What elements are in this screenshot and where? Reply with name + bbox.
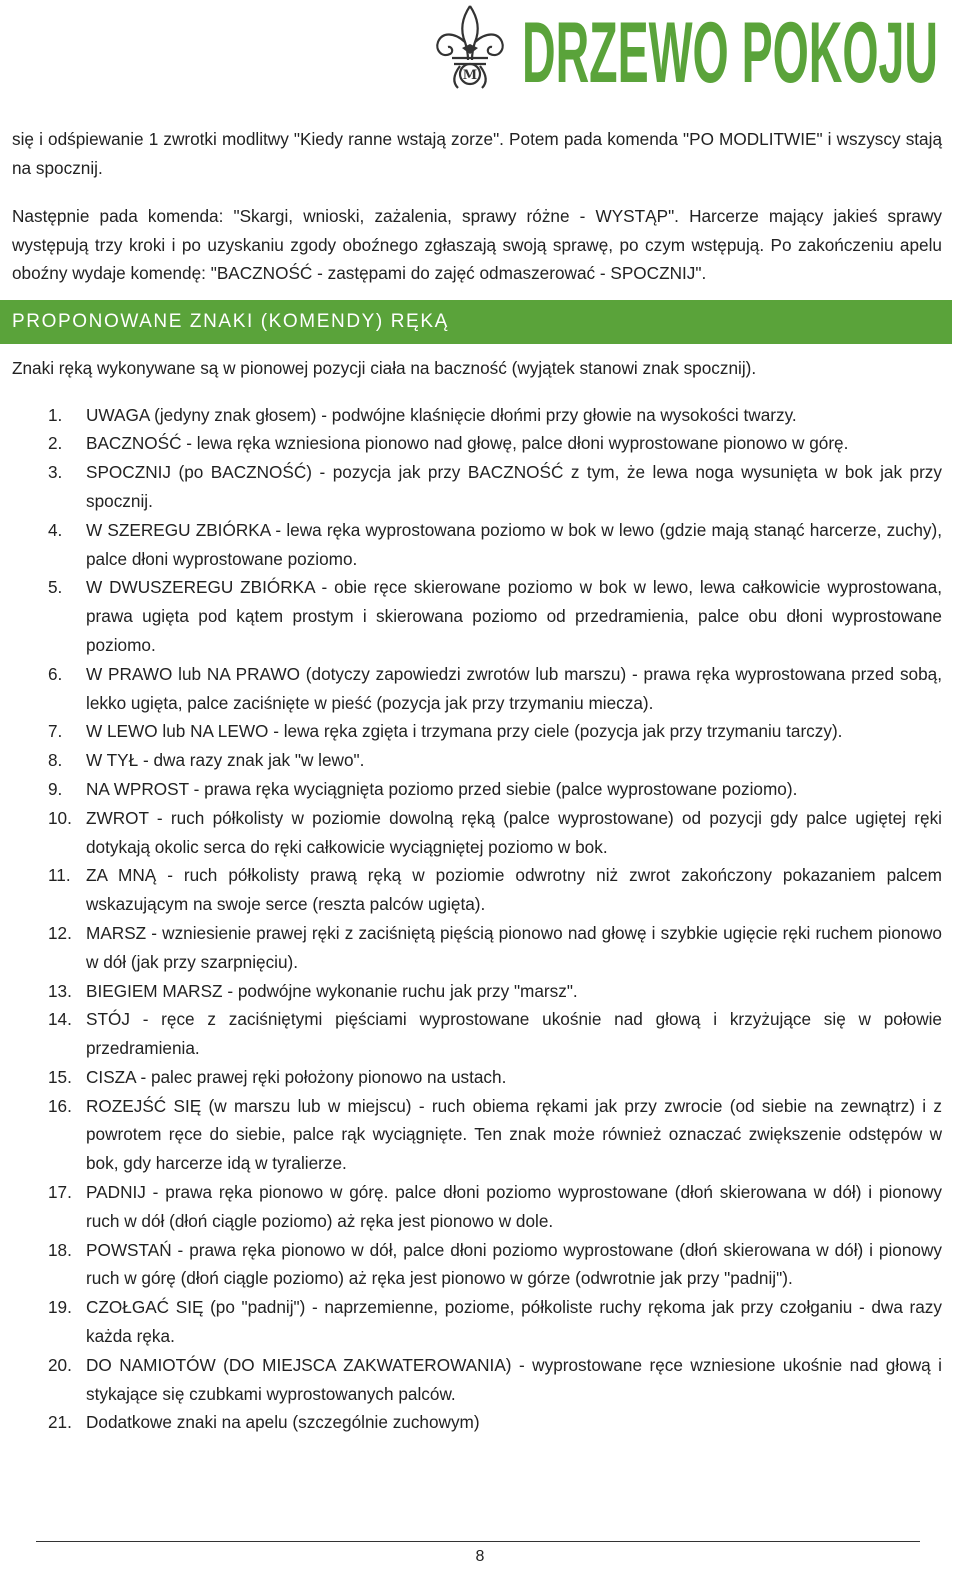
list-item-text: W SZEREGU ZBIÓRKA - lewa ręka wyprostowana poziomo w bok w lewo (gdzie mają stanąć harcerze, zuchy), palce dłoni wyprostowane poziomo. [86, 519, 942, 569]
list-item [12, 1408, 942, 1437]
list-item-number: 15. [48, 1066, 72, 1087]
list-item-number: 20. [48, 1354, 72, 1375]
list-item-text: STÓJ - ręce z zaciśniętymi pięściami wyprostowane ukośnie nad głową i krzyżujące się w połowie przedramienia. [86, 1009, 942, 1059]
fleur-de-lis-icon [432, 2, 508, 92]
list-item-text: CISZA - palec prawej ręki położony pionowo na ustach. [86, 1066, 507, 1087]
list-item-number: 4. [48, 519, 63, 540]
list-item [12, 804, 942, 862]
list-item [12, 401, 942, 430]
hand-signs-list [12, 401, 942, 1438]
list-item-number: 9. [48, 778, 63, 799]
footer-divider [36, 1541, 920, 1542]
list-item [12, 1178, 942, 1236]
paragraph: Następnie pada komenda: "Skargi, wnioski, zażalenia, sprawy różne - WYSTĄP". Harcerze mający jakieś sprawy występują trzy kroki i po uzyskaniu zgody oboźnego zgłaszają swoją sprawę, po czym wstępują. Po zakończeniu apelu oboźny wydaje komendę: "BACZNOŚĆ - zastępami do zajęć odmaszerować - SPOCZNIJ". [12, 206, 942, 284]
list-item [12, 660, 942, 718]
list-item [12, 919, 942, 977]
list-item-text: ZA MNĄ - ruch półkolisty prawą ręką w poziomie odwrotny niż zwrot zakończony pokazaniem palcem wskazującym na swoje serce (reszta palców ugięta). [86, 865, 942, 915]
list-item-text: SPOCZNIJ (po BACZNOŚĆ) - pozycja jak przy BACZNOŚĆ z tym, że lewa noga wysunięta w bok jak przy spocznij. [86, 462, 942, 511]
list-item [12, 1063, 942, 1092]
list-item-number: 8. [48, 750, 63, 771]
list-item [12, 1351, 942, 1409]
list-item [12, 1236, 942, 1294]
svg-text:M: M [462, 68, 478, 83]
brand-logo [522, 8, 942, 88]
list-item-text: POWSTAŃ - prawa ręka pionowo w dół, palce dłoni poziomo wyprostowane (dłoń skierowana w dół) i pionowy ruch w górę (dłoń ciągle poziomo) aż ręka jest pionowo w górze (odwrotnie jak przy "padnij"). [86, 1239, 942, 1289]
list-item [12, 1005, 942, 1063]
list-item-text: UWAGA (jedyny znak głosem) - podwójne klaśnięcie dłońmi przy głowie na wysokości twarzy. [86, 404, 797, 425]
list-item-text: DO NAMIOTÓW (DO MIEJSCA ZAKWATEROWANIA) - wyprostowane ręce wzniesione ukośnie nad głową i stykające się czubkami wyprostowanych palców. [86, 1354, 942, 1404]
list-item [12, 458, 942, 516]
list-item-number: 2. [48, 433, 63, 454]
logo-text: DRZEWO POKOJU [522, 8, 938, 88]
list-item [12, 861, 942, 919]
list-item-number: 17. [48, 1182, 72, 1203]
list-item-number: 10. [48, 807, 72, 828]
section-intro: Znaki ręką wykonywane są w pionowej pozycji ciała na baczność (wyjątek stanowi znak spocznij). [12, 357, 757, 378]
list-item-number: 6. [48, 663, 63, 684]
page-number: 8 [475, 1548, 485, 1565]
list-item [12, 746, 942, 775]
list-item-text: W LEWO lub NA LEWO - lewa ręka zgięta i trzymana przy ciele (pozycja jak przy trzymaniu tarczy). [86, 721, 843, 742]
list-item-text: ROZEJŚĆ SIĘ (w marszu lub w miejscu) - ruch obiema rękami jak przy zwrocie (od siebie na zewnątrz) i z powrotem ręce do siebie, palce rąk wyciągnięte. Ten znak może również oznaczać zwiększenie odstępów w bok, gdy harcerze idą w tyralierze. [86, 1095, 942, 1174]
list-item-number: 16. [48, 1095, 72, 1116]
list-item-number: 1. [48, 404, 63, 425]
list-item-number: 18. [48, 1239, 72, 1260]
section-heading: PROPONOWANE ZNAKI (KOMENDY) RĘKĄ [0, 300, 952, 344]
list-item-number: 13. [48, 980, 72, 1001]
list-item-number: 5. [48, 577, 63, 598]
page-header [0, 0, 960, 100]
list-item-text: W PRAWO lub NA PRAWO (dotyczy zapowiedzi zwrotów lub marszu) - prawa ręka wyprostowana przed sobą, lekko ugięta, palce zaciśnięte w pieść (pozycja jak przy trzymaniu miecza). [86, 663, 942, 713]
list-item-text: W TYŁ - dwa razy znak jak "w lewo". [86, 750, 365, 771]
list-item [12, 1293, 942, 1351]
list-item [12, 775, 942, 804]
list-item-number: 14. [48, 1009, 72, 1030]
list-item [12, 1092, 942, 1178]
list-item-number: 7. [48, 721, 63, 742]
list-item-text: BIEGIEM MARSZ - podwójne wykonanie ruchu jak przy "marsz". [86, 980, 578, 1001]
list-item-number: 21. [48, 1412, 72, 1433]
list-item [12, 429, 942, 458]
list-item-number: 3. [48, 462, 63, 483]
list-item-text: BACZNOŚĆ - lewa ręka wzniesiona pionowo nad głowę, palce dłoni wyprostowane pionowo w górę. [86, 433, 849, 454]
list-item [12, 977, 942, 1006]
document-body [12, 125, 942, 1437]
list-item-text: NA WPROST - prawa ręka wyciągnięta poziomo przed siebie (palce wyprostowane poziomo). [86, 778, 798, 799]
list-item-text: W DWUSZEREGU ZBIÓRKA - obie ręce skierowane poziomo w bok w lewo, lewa całkowicie wyprostowana, prawa ugięta pod kątem prostym i skierowana poziomo od przedramienia, palce obu dłoni wyprostowane poziomo. [86, 577, 942, 655]
list-item [12, 516, 942, 574]
list-item-number: 19. [48, 1297, 72, 1318]
list-item-text: MARSZ - wzniesienie prawej ręki z zaciśniętą pięścią pionowo nad głowę i szybkie ugięcie ręki ruchem pionowo w dół (jak przy szarpnięciu). [86, 922, 942, 972]
list-item-number: 12. [48, 922, 72, 943]
list-item [12, 717, 942, 746]
list-item-text: ZWROT - ruch półkolisty w poziomie dowolną ręką (palce wyprostowane) od pozycji gdy palce ugiętej ręki dotykają okolic serca do ręki całkowicie wyciągniętej poziomo w bok. [86, 807, 942, 857]
list-item-text: PADNIJ - prawa ręka pionowo w górę. palce dłoni poziomo wyprostowane (dłoń skierowana w dół) i pionowy ruch w dół (dłoń ciągle poziomo) aż ręka jest pionowo w dole. [86, 1182, 942, 1231]
list-item-text: Dodatkowe znaki na apelu (szczególnie zuchowym) [86, 1412, 480, 1433]
paragraph: się i odśpiewanie 1 zwrotki modlitwy "Kiedy ranne wstają zorze". Potem pada komenda "PO MODLITWIE" i wszyscy stają na spocznij. [12, 129, 942, 178]
list-item [12, 573, 942, 659]
list-item-text: CZOŁGAĆ SIĘ (po "padnij") - naprzemienne, poziome, półkoliste ruchy rękoma jak przy czołganiu - dwa razy każda ręka. [86, 1297, 942, 1347]
list-item-number: 11. [48, 865, 71, 886]
